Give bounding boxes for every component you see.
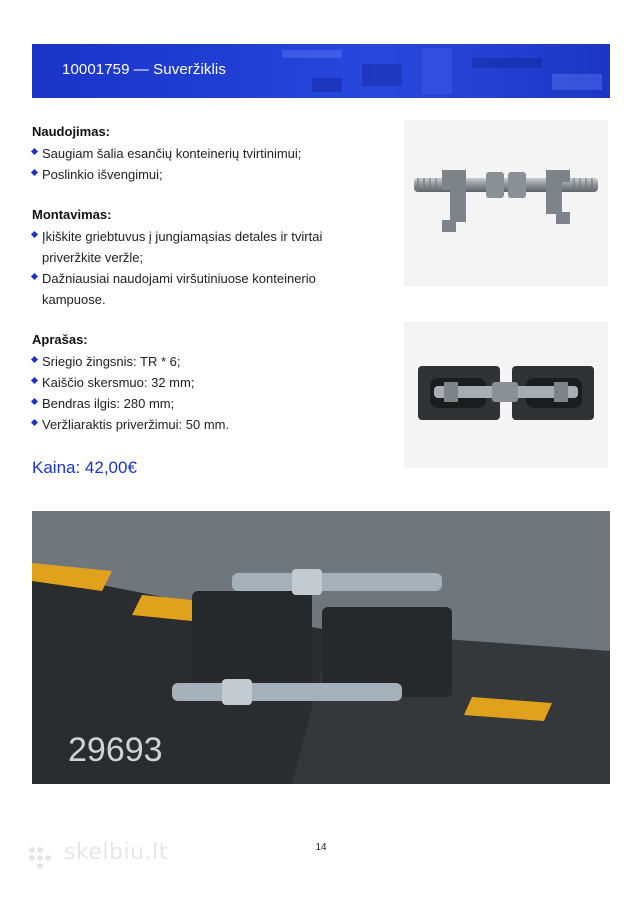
list-item: Įkiškite griebtuvus į jungiamąsias detales ir tvirtai priveržkite veržle; [32,226,372,268]
description-heading: Aprašas: [32,332,88,347]
bullet-icon [31,231,38,238]
list-item: Kaiščio skersmuo: 32 mm; [32,372,372,393]
description-list [32,351,372,435]
header-banner [32,44,610,98]
container-photo [32,511,610,784]
list-item: Saugiam šalia esančių konteinerių tvirtinimui; [32,143,372,164]
mounting-list [32,226,372,310]
mounting-heading: Montavimas: [32,207,112,222]
list-item: Bendras ilgis: 280 mm; [32,393,372,414]
list-item: Poslinkio išvengimui; [32,164,372,185]
description-section [32,332,372,435]
watermark-text: skelbiu.lt [64,840,168,865]
bullet-icon [31,377,38,384]
bullet-icon [31,356,38,363]
product-photo-installed [404,322,608,468]
bullet-icon [31,148,38,155]
list-item: Sriegio žingsnis: TR * 6; [32,351,372,372]
svg-text:29693: 29693 [68,731,163,769]
bullet-icon [31,398,38,405]
price-label: Kaina: 42,00€ [32,458,137,477]
list-item: Veržliaraktis priveržimui: 50 mm. [32,414,372,435]
bullet-icon [31,169,38,176]
page-title: 10001759 — Suveržiklis [62,61,226,78]
banner-texture [272,44,610,98]
mounting-section [32,207,372,310]
bullet-icon [31,273,38,280]
usage-heading: Naudojimas: [32,124,111,139]
usage-section [32,124,372,185]
list-item: Dažniausiai naudojami viršutiniuose konteinerio kampuose. [32,268,372,310]
usage-list [32,143,372,185]
bullet-icon [31,419,38,426]
page-number: 14 [315,842,327,853]
product-photo-clamp [404,120,608,286]
